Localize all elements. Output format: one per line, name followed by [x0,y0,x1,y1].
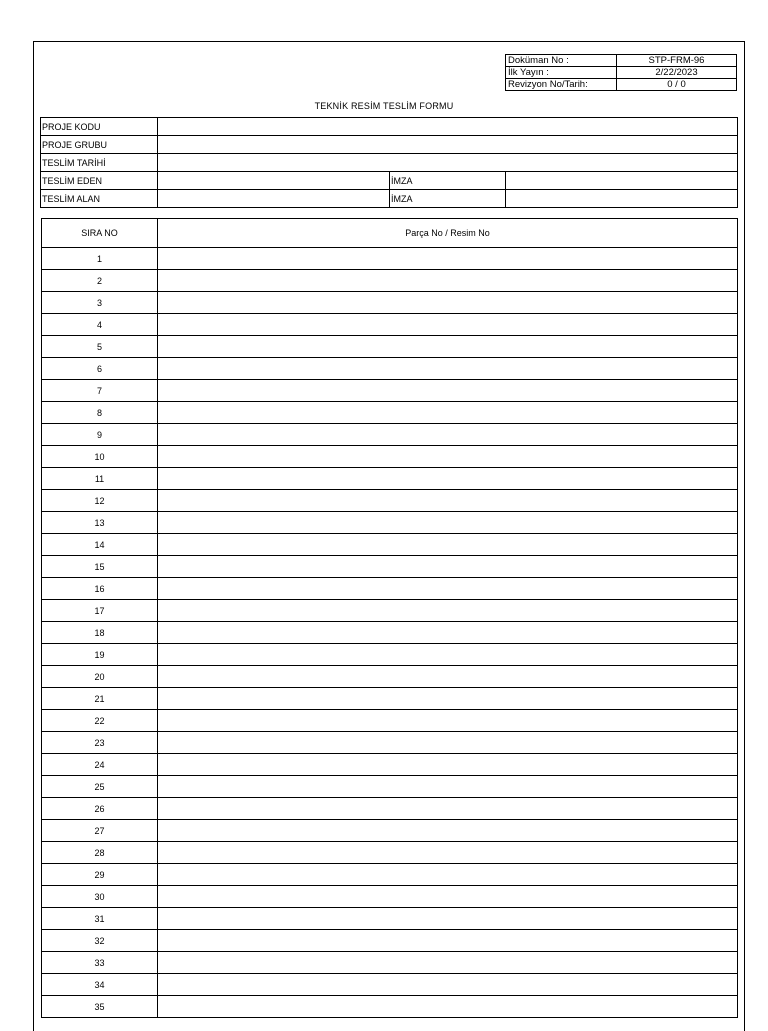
doc-no-label: Doküman No : [506,55,617,67]
delivered-signature-field[interactable] [506,172,738,190]
table-row [42,534,738,556]
table-row [42,446,738,468]
row-seq-no: 14 [42,534,158,556]
table-row [42,380,738,402]
row-part-no-field[interactable] [158,270,738,292]
row-part-no-field[interactable] [158,820,738,842]
table-row [42,358,738,380]
table-row [42,314,738,336]
row-part-no-field[interactable] [158,358,738,380]
table-row [42,468,738,490]
table-row [42,270,738,292]
row-seq-no: 9 [42,424,158,446]
row-part-no-field[interactable] [158,578,738,600]
row-seq-no: 24 [42,754,158,776]
row-seq-no: 22 [42,710,158,732]
row-part-no-field[interactable] [158,644,738,666]
row-part-no-field[interactable] [158,666,738,688]
table-row [42,644,738,666]
received-by-label: TESLİM ALAN [41,190,158,208]
row-seq-no: 35 [42,996,158,1018]
row-part-no-field[interactable] [158,842,738,864]
row-part-no-field[interactable] [158,556,738,578]
received-signature-field[interactable] [506,190,738,208]
row-seq-no: 3 [42,292,158,314]
revision-value: 0 / 0 [617,79,737,91]
row-seq-no: 34 [42,974,158,996]
project-code-field[interactable] [158,118,738,136]
table-row [42,336,738,358]
row-seq-no: 33 [42,952,158,974]
row-part-no-field[interactable] [158,402,738,424]
table-row [42,600,738,622]
table-row [42,622,738,644]
table-row [42,842,738,864]
row-part-no-field[interactable] [158,622,738,644]
row-part-no-field[interactable] [158,732,738,754]
row-seq-no: 16 [42,578,158,600]
project-group-field[interactable] [158,136,738,154]
row-part-no-field[interactable] [158,952,738,974]
table-row [42,798,738,820]
drawing-list-body [42,248,738,1018]
row-part-no-field[interactable] [158,864,738,886]
row-seq-no: 30 [42,886,158,908]
row-seq-no: 26 [42,798,158,820]
table-row [42,930,738,952]
row-seq-no: 25 [42,776,158,798]
project-info-table [40,117,738,208]
row-part-no-field[interactable] [158,512,738,534]
row-part-no-field[interactable] [158,490,738,512]
row-part-no-field[interactable] [158,468,738,490]
row-seq-no: 31 [42,908,158,930]
row-seq-no: 29 [42,864,158,886]
row-part-no-field[interactable] [158,292,738,314]
row-seq-no: 5 [42,336,158,358]
row-seq-no: 8 [42,402,158,424]
row-part-no-field[interactable] [158,754,738,776]
row-seq-no: 12 [42,490,158,512]
row-seq-no: 4 [42,314,158,336]
row-part-no-field[interactable] [158,600,738,622]
row-part-no-field[interactable] [158,996,738,1018]
row-seq-no: 18 [42,622,158,644]
first-pub-value: 2/22/2023 [617,67,737,79]
row-seq-no: 21 [42,688,158,710]
row-seq-no: 32 [42,930,158,952]
table-row [42,490,738,512]
table-row [42,996,738,1018]
table-row [42,776,738,798]
row-part-no-field[interactable] [158,534,738,556]
table-row [42,512,738,534]
row-part-no-field[interactable] [158,776,738,798]
table-row [42,556,738,578]
row-seq-no: 13 [42,512,158,534]
row-part-no-field[interactable] [158,930,738,952]
table-row [42,732,738,754]
delivered-by-field[interactable] [158,172,390,190]
row-part-no-field[interactable] [158,446,738,468]
table-row [42,710,738,732]
row-part-no-field[interactable] [158,886,738,908]
drawing-list-table [41,218,738,1018]
row-seq-no: 1 [42,248,158,270]
first-pub-label: İlk Yayın : [506,67,617,79]
row-seq-no: 15 [42,556,158,578]
row-part-no-field[interactable] [158,688,738,710]
revision-label: Revizyon No/Tarih: [506,79,617,91]
row-part-no-field[interactable] [158,974,738,996]
document-meta-table [505,54,737,91]
row-seq-no: 23 [42,732,158,754]
table-row [42,754,738,776]
received-by-field[interactable] [158,190,390,208]
delivered-by-label: TESLİM EDEN [41,172,158,190]
received-signature-label: İMZA [390,190,506,208]
row-part-no-field[interactable] [158,424,738,446]
row-seq-no: 17 [42,600,158,622]
row-part-no-field[interactable] [158,248,738,270]
row-part-no-field[interactable] [158,710,738,732]
table-row [42,864,738,886]
row-part-no-field[interactable] [158,336,738,358]
table-row [42,402,738,424]
delivery-date-label: TESLİM TARİHİ [41,154,158,172]
row-seq-no: 2 [42,270,158,292]
part-no-header: Parça No / Resim No [158,219,738,248]
table-row [42,292,738,314]
row-part-no-field[interactable] [158,380,738,402]
table-row [42,820,738,842]
table-row [42,908,738,930]
seq-no-header: SIRA NO [42,219,158,248]
table-row [42,248,738,270]
table-row [42,424,738,446]
table-row [42,952,738,974]
table-row [42,974,738,996]
table-row [42,666,738,688]
project-group-label: PROJE GRUBU [41,136,158,154]
delivery-date-field[interactable] [158,154,738,172]
row-seq-no: 7 [42,380,158,402]
row-part-no-field[interactable] [158,314,738,336]
project-code-label: PROJE KODU [41,118,158,136]
row-seq-no: 10 [42,446,158,468]
row-seq-no: 20 [42,666,158,688]
delivered-signature-label: İMZA [390,172,506,190]
table-row [42,578,738,600]
row-seq-no: 27 [42,820,158,842]
table-row [42,886,738,908]
row-seq-no: 19 [42,644,158,666]
doc-no-value: STP-FRM-96 [617,55,737,67]
table-row [42,688,738,710]
row-part-no-field[interactable] [158,908,738,930]
row-seq-no: 28 [42,842,158,864]
row-seq-no: 11 [42,468,158,490]
form-title: TEKNİK RESİM TESLİM FORMU [314,101,454,111]
row-part-no-field[interactable] [158,798,738,820]
row-seq-no: 6 [42,358,158,380]
